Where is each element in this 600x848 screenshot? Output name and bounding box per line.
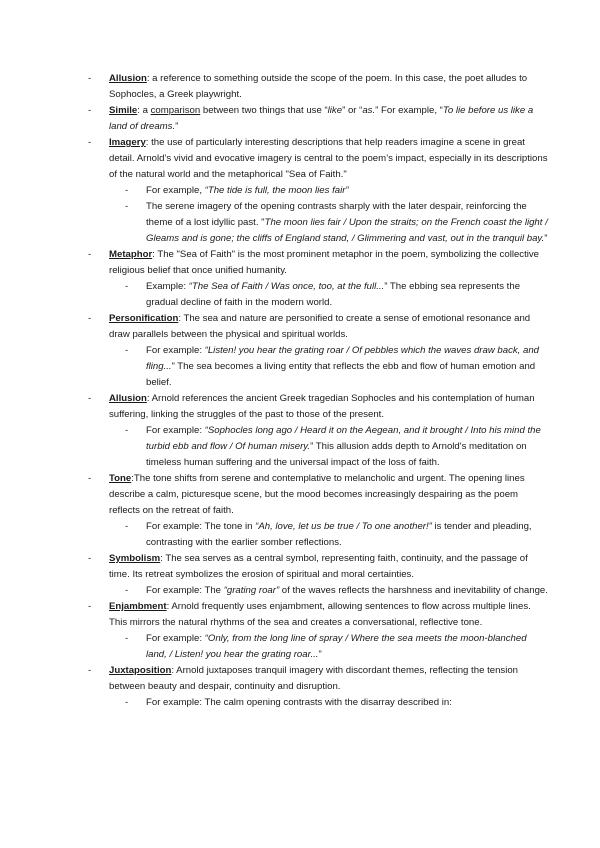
term-heading: Imagery [109,137,146,148]
term-heading: Simile [109,105,138,116]
sub-list-item [88,695,550,711]
example-text: For example, [146,185,205,196]
bullet: - [125,201,129,212]
definition-text: : a [137,105,151,116]
quote-text: “Ah, love, let us be true / To one another!” [255,521,432,532]
example-text: The serene imagery of the opening contrasts sharply with the later despair, reinforcing the theme of a lost idyllic past. " [146,201,527,228]
list-item [88,471,550,519]
example-text: For example: [146,345,205,356]
example-text: ” [318,649,322,660]
list-item [88,663,550,695]
bullet: - [125,425,129,436]
term-heading: Personification [109,313,179,324]
quote-text: “Only, from the long line of spray / Where the sea meets the moon-blanched land, / Listen! you hear the grating roar... [146,633,527,660]
bullet: - [88,249,92,260]
term-heading: Enjambment [109,601,167,612]
sub-list-item [88,423,550,471]
term-heading: Tone [109,473,132,484]
definition-text: between two things that use “ [200,105,328,116]
term-heading: Juxtaposition [109,665,172,676]
bullet: - [88,137,92,148]
example-text: For example: [146,633,205,644]
sub-list-item [88,199,550,247]
bullet: - [125,185,129,196]
definition-text: :The tone shifts from serene and contemplative to melancholic and urgent. The opening lines describe a calm, picturesque scene, but the mood becomes increasingly despairing as the poem reflects on the retreat of faith. [109,473,525,516]
sub-list-item [88,519,550,551]
list-item [88,135,550,183]
list-item [88,391,550,423]
example-text: ” [544,233,548,244]
term-heading: Metaphor [109,249,153,260]
bullet: - [125,585,129,596]
example-text: ” The ebbing sea represents the gradual decline of faith in the modern world. [146,281,521,308]
bullet: - [125,697,129,708]
definition-text: : a reference to something outside the scope of the poem. In this case, the poet alludes to Sophocles, a Greek playwright. [109,73,528,100]
literary-devices-list [88,71,550,711]
quote-text: like [327,105,343,116]
definition-text: ” or “ [342,105,363,116]
quote-text: as. [362,105,376,116]
definition-text: : Arnold frequently uses enjambment, allowing sentences to flow across multiple lines. This mirrors the natural rhythms of the sea and creates a conversational, reflective tone. [109,601,531,628]
list-item [88,247,550,279]
example-text: of the waves reflects the harshness and inevitability of change. [279,585,548,596]
quote-text: “grating roar” [223,585,280,596]
quote-text: The moon lies fair / Upon the straits; on the French coast the light / Gleams and is gone; the cliffs of England stand, / Glimmering and vast, out in the tranquil bay. [146,217,548,244]
bullet: - [88,601,92,612]
term-heading: Allusion [109,73,147,84]
sub-list-item [88,631,550,663]
quote-text: “The tide is full, the moon lies fair” [204,185,349,196]
list-item [88,71,550,103]
quote-text: To lie before us like a land of dreams. [109,105,534,132]
example-text: is tender and pleading, contrasting with the earlier somber reflections. [146,521,532,548]
quote-text: “The Sea of Faith / Was once, too, at the full... [188,281,385,292]
definition-text: : The sea serves as a central symbol, representing faith, continuity, and the passage of time. Its retreat symbolizes the erosion of spiritual and moral certainties. [109,553,528,580]
example-text: ” The sea becomes a living entity that reflects the ebb and flow of human emotion and belief. [146,361,536,388]
term-heading: Allusion [109,393,147,404]
bullet: - [88,473,92,484]
bullet: - [88,393,92,404]
definition-text: ” For example, “ [375,105,443,116]
underlined-word: comparison [150,105,201,116]
list-item [88,103,550,135]
bullet: - [88,73,92,84]
list-item [88,311,550,343]
sub-list-item [88,183,550,199]
definition-text: : The sea and nature are personified to create a sense of emotional resonance and draw parallels between the physical and spiritual worlds. [109,313,531,340]
bullet: - [88,105,92,116]
sub-list-item [88,343,550,391]
bullet: - [125,281,129,292]
definition-text: : Arnold references the ancient Greek tragedian Sophocles and his contemplation of human suffering, linking the struggles of the past to those of the present. [109,393,535,420]
example-text: For example: [146,425,205,436]
list-item [88,551,550,583]
bullet: - [88,665,92,676]
bullet: - [125,521,129,532]
quote-text: “Sophocles long ago / Heard it on the Aegean, and it brought / Into his mind the turbid ebb and flow / Of human misery. [146,425,541,452]
definition-text: : Arnold juxtaposes tranquil imagery with discordant themes, reflecting the tension between beauty and despair, continuity and disruption. [109,665,519,692]
list-item [88,599,550,631]
bullet: - [125,633,129,644]
bullet: - [125,345,129,356]
example-text: For example: The tone in [146,521,256,532]
bullet: - [88,553,92,564]
sub-list-item [88,279,550,311]
example-text: ” This allusion adds depth to Arnold's meditation on timeless human suffering and the universal impact of the loss of faith. [146,441,527,468]
quote-text: “Listen! you hear the grating roar / Of pebbles which the waves draw back, and fling... [146,345,540,372]
example-text: Example: [146,281,189,292]
term-heading: Symbolism [109,553,161,564]
example-text: For example: The calm opening contrasts with the disarray described in: [146,697,452,708]
definition-text: : The "Sea of Faith" is the most prominent metaphor in the poem, symbolizing the collective religious belief that once unified humanity. [109,249,540,276]
example-text: For example: The [146,585,224,596]
definition-text: ” [175,121,179,132]
definition-text: : the use of particularly interesting descriptions that help readers imagine a scene in great detail. Arnold’s vivid and evocative imagery is central to the poem’s impact, especially in its descriptions of the natural world and the metaphorical "Sea of Faith." [109,137,548,180]
sub-list-item [88,583,550,599]
bullet: - [88,313,92,324]
